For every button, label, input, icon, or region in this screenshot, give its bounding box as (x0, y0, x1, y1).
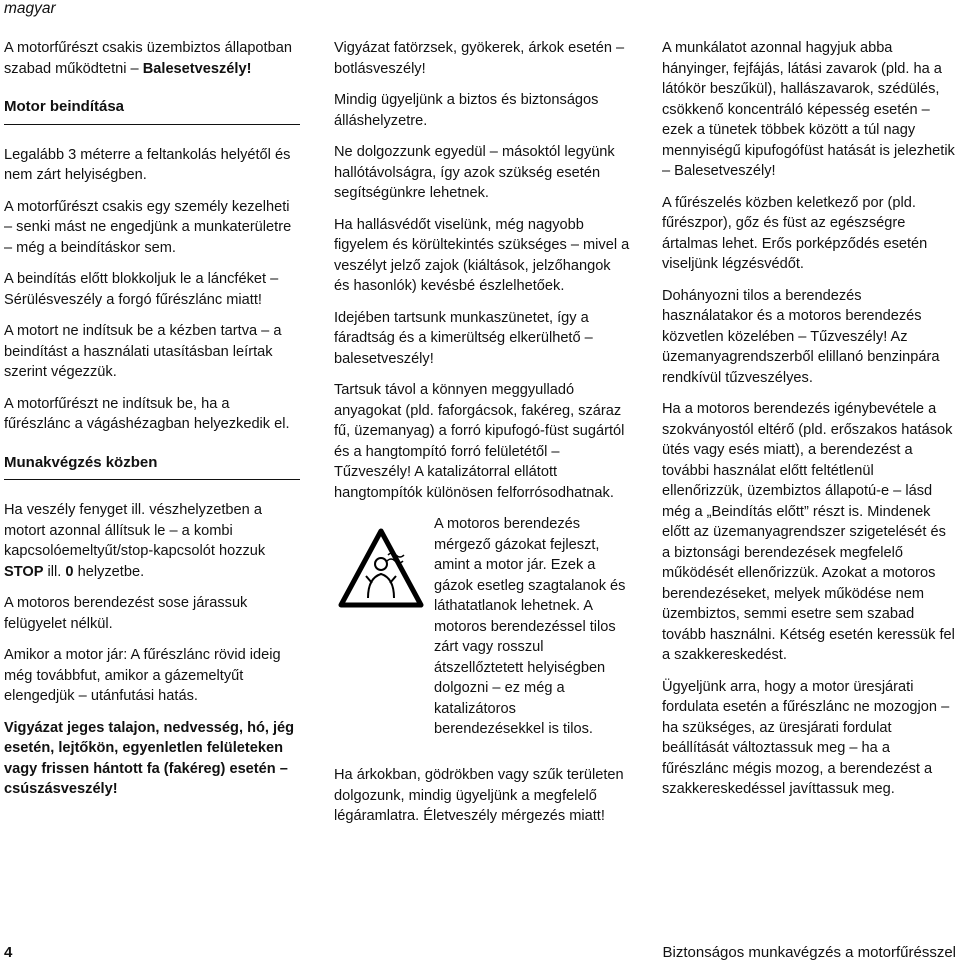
heading-during-work: Munakvégzés közben (4, 453, 300, 481)
paragraph-no-hand-start: A motort ne indítsuk be a kézben tartva – a beindítást a használati utasításban leírtak szerint végezzük. (4, 323, 282, 380)
heading-engine-start: Motor beindítása (4, 97, 300, 125)
paragraph-footing: Mindig ügyeljünk a biztos és biztonságos álláshelyzetre. (334, 92, 599, 129)
paragraph-symptoms: A munkálatot azonnal hagyjuk abba hányinger, fejfájás, látási zavarok (pld. ha a látókör beszűkül), hallászavarok, szédülés, csökkenő koncentráló képesség esetén – ezek a tünetek többek között a túl nagy mennyiségű kipufogófüst hatását is jelezhetik – Balesetveszély! (662, 40, 955, 179)
paragraph-toxic-gas: A motoros berendezés mérgező gázokat fejleszt, amint a motor jár. Ezek a gázok esetleg szagtalanok és láthatatlanok lehetnek. A motoros berendezéssel tilos zárt vagy rosszul átszellőztetett helyiségben dolgozni – ez még a katalizátoros berendezésekkel is tilos. (434, 516, 626, 737)
paragraph-ventilation: Ha árkokban, gödrökben vagy szűk területen dolgozunk, mindig ügyeljünk a megfelelő légáramlatra. Életveszély mérgezés miatt! (334, 767, 624, 824)
paragraph-slip-warning: Vigyázat jeges talajon, nedvesség, hó, jég esetén, lejtőkön, egyenletlen felületeken vagy frissen hántott fa (fakéreg) esetén – csúszásveszély! (4, 719, 295, 797)
paragraph-emergency-stop: Ha veszély fenyget ill. vészhelyzetben a motort azonnal állítsuk le – a kombi kapcsolóemeltyűt/stop-kapcsolót hozzuk STOP ill. 0 helyzetbe. (4, 502, 266, 580)
paragraph-single-operator: A motorfűrészt csakis egy személy kezelheti – senki mást ne engedjünk a munkaterületre – még a beindításkor sem. (4, 198, 292, 256)
paragraph-chain-runon: Amikor a motor jár: A fűrészlánc rövid ideig még továbbfut, amikor a gázemeltyűt elengedjük – utánfutási hatás. (4, 647, 281, 704)
paragraph-chain-brake: A beindítás előtt blokkoljuk le a láncféket – Sérülésveszély a forgó fűrészlánc miatt! (4, 271, 279, 308)
paragraph-no-smoking: Dohányozni tilos a berendezés használatakor és a motoros berendezés közvetlen közelében – Tűzveszély! Az üzemanyagrendszerből elillanó benzinpára rendkívül tűzveszélyes. (662, 287, 940, 386)
paragraph-hearing-protection: Ha hallásvédőt viselünk, még nagyobb figyelem és körültekintés szükséges – mivel a veszélyt jelző zajok (kiáltások, jelzőhangok és hasonlók) kevésbé észlelhetőek. (334, 216, 630, 294)
column-2 (334, 38, 630, 838)
paragraph-inspection: Ha a motoros berendezés igénybevétele a szokványostól eltérő (pld. erőszakos hatások ütés vagy esés miatt), a berendezést a további használat előtt feltétlenül ellenőrizzük, üzembiztos állapotú-e – lásd még a „Beindítás előtt” részt is. Mindenek előtt az üzemanyagrendszer szigetelését és a biztonsági berendezések megfelelő működését ellenőrizzük. Azokat a motoros berendezéseket, melyek működése nem üzembiztos, semmi esetre sem szabad tovább használni. Kétség esetén keressük fel a szakkereskedést. (662, 401, 955, 663)
paragraph-trip-hazard: Vigyázat fatörzsek, gyökerek, árkok esetén – botlásveszély! (334, 40, 625, 77)
paragraph-operating-condition: A motorfűrészt csakis üzembiztos állapotban szabad működtetni – Balesetveszély! (4, 40, 292, 77)
paragraph-fire-hazard: Tartsuk távol a könnyen meggyulladó anyagokat (pld. faforgácsok, fakéreg, száraz fű, üzemanyag) a forró kipufogó-füst sugártól és a hangtompító forró felületétől – Tűzveszély! A katalizátorral ellátott hangtompítók különösen felforrósodhatnak. (334, 382, 625, 501)
paragraph-not-alone: Ne dolgozzunk egyedül – másoktól legyünk hallótávolságra, így azok szükség esetén segítségünkre lehetnek. (334, 144, 615, 201)
warning-toxic-fumes-icon (338, 528, 424, 608)
paragraph-idle-speed: Ügyeljünk arra, hogy a motor üresjárati fordulata esetén a fűrészlánc ne mozogjon – ha szükséges, az üresjárati fordulat beállítását változtassuk meg – ha a fűrészlánc mégis mozog, a berendezést a szakkereskedéssel javíttassuk meg. (662, 678, 950, 797)
footer-title: Biztonságos munkavégzés a motorfűrésszel (662, 944, 956, 961)
language-label: magyar (4, 0, 56, 17)
paragraph-work-breaks: Idejében tartsunk munkaszünetet, így a fáradtság és a kimerültség elkerülhető – balesetveszély! (334, 309, 593, 367)
column-1 (4, 38, 300, 811)
paragraph-chain-in-kerf: A motorfűrészt ne indítsuk be, ha a fűrészlánc a vágáshézagban helyezkedik el. (4, 395, 290, 432)
paragraph-refuel-distance: Legalább 3 méterre a feltankolás helyétől és nem zárt helyiségben. (4, 146, 291, 183)
column-3 (662, 38, 956, 811)
paragraph-no-unattended: A motoros berendezést sose járassuk felügyelet nélkül. (4, 595, 248, 632)
toxic-gas-warning (334, 514, 630, 759)
page-number: 4 (4, 944, 13, 961)
paragraph-dust: A fűrészelés közben keletkező por (pld. fűrészpor), gőz és füst az egészségre ártalmas lehet. Erős porképződés esetén viseljünk légzésvédőt. (662, 194, 928, 272)
